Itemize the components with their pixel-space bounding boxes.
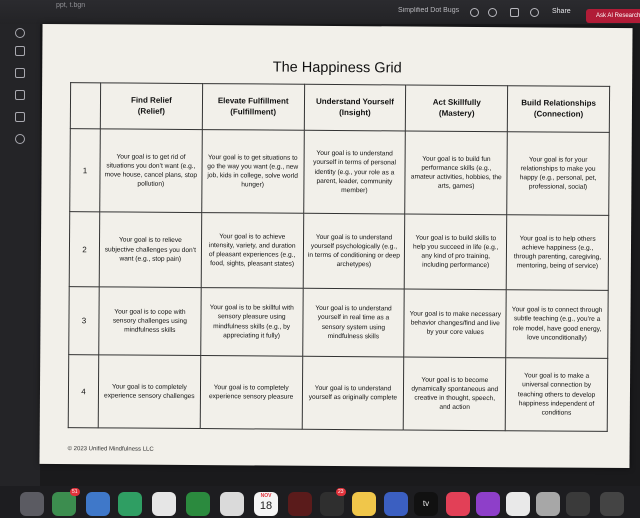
grid-cell: Your goal is to achieve intensity, variety, and duration of pleasant experiences (e.g., food, sights, pleasant states) [201, 213, 303, 288]
row-number: 4 [68, 355, 99, 428]
news-app-icon[interactable] [506, 492, 530, 516]
help-icon[interactable] [488, 8, 497, 17]
dock [0, 486, 640, 518]
notification-badge: 23 [338, 489, 344, 495]
app-toolbar [0, 0, 640, 24]
row-number: 2 [69, 212, 100, 287]
grid-cell: Your goal is to make a universal connection by teaching others to develop happiness independent of conditions [505, 358, 607, 431]
notes-app-icon[interactable] [352, 492, 376, 516]
calendar-month: NOV [260, 493, 272, 499]
cloud-icon[interactable] [510, 8, 519, 17]
search-icon[interactable] [470, 8, 479, 17]
grid-cell: Your goal is to understand yourself in terms of personal identity (e.g., your role as a parent, leader, community member) [303, 130, 405, 214]
grid-cell: Your goal is to understand yourself in real time as a sensory system using mindfulness skills [302, 288, 404, 357]
grid-cell: Your goal is to relieve subjective challenges you don’t want (e.g., stop pain) [99, 212, 201, 287]
tv-app-icon[interactable] [414, 492, 438, 516]
grid-cell: Your goal is to build fun performance skills (e.g., amateur activities, hobbies, the arts, games) [405, 131, 507, 215]
trash-icon[interactable] [600, 492, 624, 516]
grid-cell: Your goal is to understand yourself psychologically (e.g., in terms of conditioning or deep archetypes) [303, 214, 405, 289]
chrome-app-icon[interactable] [220, 492, 244, 516]
column-sub: (Mastery) [438, 108, 475, 118]
facetime-app-icon[interactable] [186, 492, 210, 516]
column-sub: (Connection) [533, 108, 584, 119]
grid-cell: Your goal is to get rid of situations you don’t want (e.g., move house, cancel plans, stop pollution) [100, 129, 202, 213]
slide [39, 24, 632, 468]
music-app-icon[interactable] [446, 492, 470, 516]
lasso-tool-icon[interactable] [15, 46, 25, 56]
column-header-mastery [406, 85, 508, 132]
grid-cell: Your goal is for your relationships to make you happy (e.g., personal, pet, professional, social) [507, 132, 609, 216]
grid-cell: Your goal is to completely experience sensory challenges [98, 355, 200, 428]
mail-app-icon[interactable] [86, 492, 110, 516]
happiness-grid-table [68, 82, 610, 432]
column-header-relief [100, 83, 202, 130]
corner-cell [70, 83, 100, 129]
eraser-tool-icon[interactable] [15, 112, 25, 122]
select-tool-icon[interactable] [15, 28, 25, 38]
toolbar-label: Simplified Dot Bugs [398, 7, 460, 14]
grid-cell: Your goal is to make necessary behavior changes/find and live by your core values [404, 289, 506, 358]
window-title: ppt, t.bgn [56, 2, 86, 9]
settings-icon[interactable] [530, 8, 539, 17]
table-row [70, 129, 610, 216]
column-name: Find Relief [130, 95, 172, 105]
shapes-tool-icon[interactable] [15, 134, 25, 144]
calendar-day: 18 [259, 500, 273, 512]
grid-cell: Your goal is to cope with sensory challenges using mindfulness skills [99, 287, 201, 356]
pen-tool-icon[interactable] [15, 68, 25, 78]
column-name: Build Relationships [521, 97, 596, 108]
column-header-insight [304, 84, 406, 131]
grid-cell: Your goal is to become dynamically spontaneous and creative in thought, speech, and action [404, 357, 506, 430]
table-row [68, 355, 607, 431]
tv-label: tv [422, 499, 430, 508]
ai-research-button[interactable]: Ask AI Research [586, 9, 640, 23]
highlighter-tool-icon[interactable] [15, 90, 25, 100]
copyright-notice: © 2023 Unified Mindfulness LLC [67, 446, 154, 453]
preview-app-icon[interactable] [536, 492, 560, 516]
grid-cell: Your goal is to get situations to go the way you want (e.g., new job, kids in college, solve world hunger) [202, 130, 304, 214]
column-header-fulfillment [202, 84, 304, 131]
column-sub: (Insight) [339, 107, 371, 117]
grid-cell: Your goal is to understand yourself as originally complete [302, 357, 404, 430]
photos-app-icon[interactable] [152, 492, 176, 516]
column-name: Act Skillfully [432, 97, 481, 107]
grid-cell: Your goal is to help others achieve happiness (e.g., through parenting, caregiving, mentoring, being of service) [506, 215, 608, 290]
dock-app-icon[interactable] [20, 492, 44, 516]
header-row [70, 83, 609, 133]
table-row [69, 212, 609, 291]
maps-app-icon[interactable] [118, 492, 142, 516]
grid-cell: Your goal is to build skills to help you succeed in life (e.g., any kind of pro training, including performance) [405, 214, 507, 289]
grid-cell: Your goal is to connect through subtle teaching (e.g., you’re a role model, have good energy, love unconditionally) [506, 290, 608, 359]
column-sub: (Fulfillment) [230, 106, 277, 117]
slide-title: The Happiness Grid [272, 59, 402, 77]
podcasts-app-icon[interactable] [476, 492, 500, 516]
row-number: 1 [70, 129, 101, 212]
table-row [69, 287, 608, 359]
notification-badge: 51 [72, 489, 78, 495]
grid-cell: Your goal is to be skillful with sensory pleasure using mindfulness skills (e.g., by appreciating it fully) [201, 288, 303, 357]
powerpoint-app-icon[interactable] [288, 492, 312, 516]
share-button[interactable]: Share [552, 8, 571, 15]
dock-app-icon[interactable] [566, 492, 590, 516]
grid-cell: Your goal is to completely experience sensory pleasure [200, 356, 302, 429]
column-name: Understand Yourself [315, 96, 395, 107]
tool-sidebar [0, 24, 40, 494]
calendar-app-icon[interactable] [254, 492, 278, 516]
column-header-connection [507, 86, 609, 133]
row-number: 3 [69, 287, 99, 356]
column-sub: (Relief) [137, 106, 165, 116]
keynote-app-icon[interactable] [384, 492, 408, 516]
column-name: Elevate Fulfillment [217, 95, 289, 106]
